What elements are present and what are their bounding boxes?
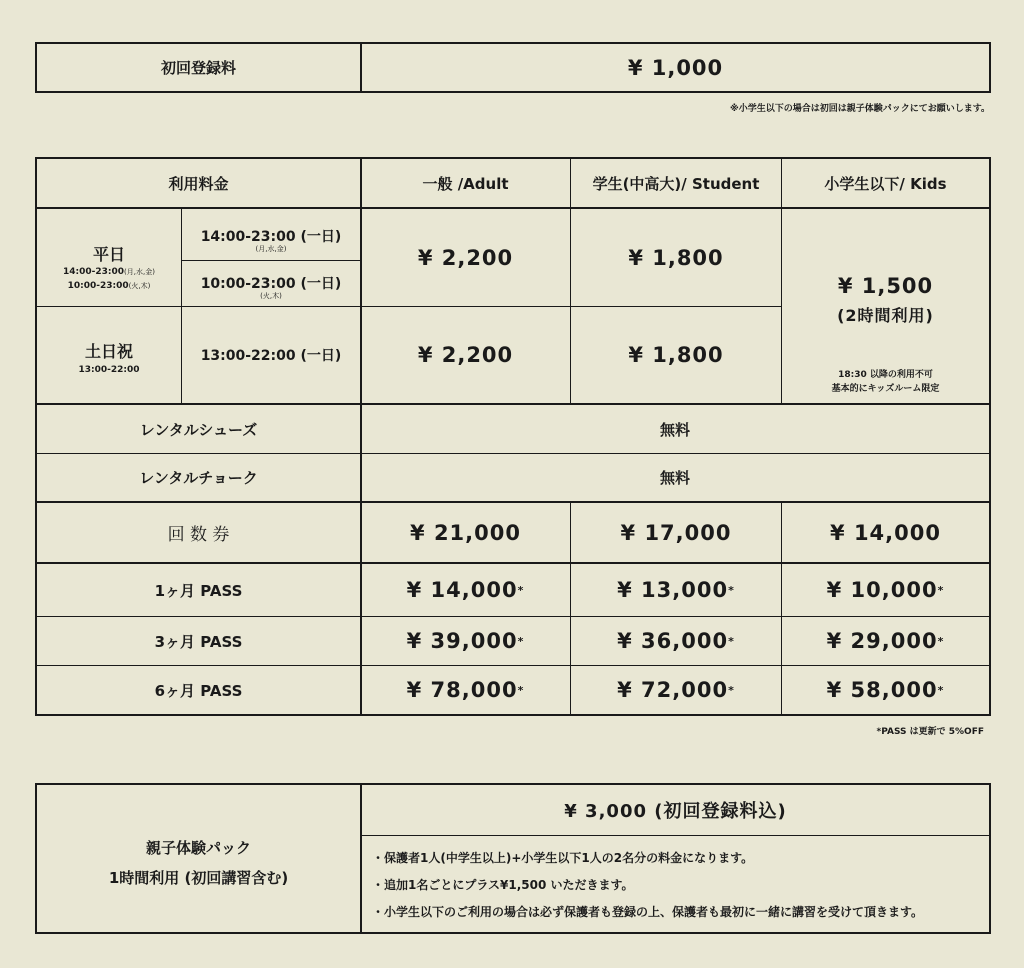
pass-3m-student: ¥ 36,000 * (617, 629, 735, 653)
pass-3m-label: 3ヶ月 PASS (154, 632, 243, 651)
coupon-adult-price: ¥ 21,000 (410, 520, 521, 545)
registration-label: 初回登録料 (160, 59, 236, 77)
pass-6m-label: 6ヶ月 PASS (154, 681, 243, 700)
weekday-student-price: ¥ 1,800 (628, 245, 724, 270)
weekend-label-cell (37, 307, 181, 403)
coupon-student-price: ¥ 17,000 (620, 520, 732, 545)
fee-table (35, 157, 991, 716)
pass-1m-adult: ¥ 14,000 * (406, 578, 525, 602)
weekday-hours-1: 14:00-23:00(月,水,金) (63, 267, 155, 277)
weekday-hours-2: 10:00-23:00(火,木) (67, 281, 151, 291)
shoes-label: レンタルシューズ (139, 420, 258, 439)
registration-note: ※小学生以下の場合は初回は親子体験パックにてお願いします。 (729, 104, 990, 114)
chalk-value: 無料 (659, 469, 690, 487)
divider (360, 835, 989, 836)
shoes-value: 無料 (659, 420, 690, 439)
fee-header-title: 利用料金 (168, 174, 229, 193)
weekday-label-cell (37, 209, 181, 306)
weekend-student-price: ¥ 1,800 (628, 343, 724, 367)
registration-table (35, 42, 991, 93)
fee-header-adult: 一般 /Adult (422, 174, 509, 193)
pass-6m-kids: ¥ 58,000 * (826, 678, 945, 702)
pass-3m-adult: ¥ 39,000 * (406, 629, 525, 653)
kids-price-cell (782, 209, 989, 403)
family-note-3: ・小学生以下のご利用の場合は必ず保護者も登録の上、保護者も最初に一緒に講習を受けて頂きます。 (372, 905, 924, 919)
weekend-slot: 13:00-22:00 (一日) (200, 348, 342, 364)
pass-3m-kids: ¥ 29,000 * (826, 629, 945, 653)
family-label-1: 親子体験パック (145, 839, 251, 857)
coupon-kids-price: ¥ 14,000 (830, 520, 941, 545)
kids-note-1: 18:30 以降の利用不可 (838, 370, 933, 380)
weekday-adult-price: ¥ 2,200 (417, 245, 514, 270)
pass-note: *PASS は更新で 5%OFF (876, 727, 984, 737)
weekend-adult-price: ¥ 2,200 (417, 343, 514, 367)
family-price: ¥ 3,000 (初回登録料込) (564, 801, 787, 822)
kids-price: ¥ 1,500 (837, 274, 934, 298)
weekday-label: 平日 (92, 245, 125, 264)
weekday-slot-1: 14:00-23:00 (一日) (月,水,金) (200, 229, 342, 253)
pass-1m-student: ¥ 13,000 * (617, 578, 735, 602)
registration-price: ¥ 1,000 (627, 55, 724, 80)
weekday-slot-2: 10:00-23:00 (一日) (火,木) (200, 276, 342, 300)
kids-duration: (2時間利用) (837, 306, 934, 325)
pass-6m-adult: ¥ 78,000 * (406, 678, 525, 702)
family-label-2: 1時間利用 (初回講習含む) (108, 869, 289, 887)
chalk-label: レンタルチョーク (139, 469, 258, 487)
fee-header-kids: 小学生以下/ Kids (824, 174, 947, 193)
pass-6m-student: ¥ 72,000 * (617, 678, 735, 702)
coupon-label: 回 数 券 (167, 525, 230, 545)
weekend-hours: 13:00-22:00 (78, 365, 140, 375)
kids-note-2: 基本的にキッズルーム限定 (831, 384, 940, 394)
fee-header-student: 学生(中高大)/ Student (592, 174, 760, 193)
pass-1m-kids: ¥ 10,000 * (826, 578, 945, 602)
weekend-label: 土日祝 (84, 342, 133, 361)
pass-1m-label: 1ヶ月 PASS (154, 581, 243, 600)
family-note-2: ・追加1名ごとにプラス¥1,500 いただきます。 (372, 878, 634, 892)
family-note-1: ・保護者1人(中学生以上)+小学生以下1人の2名分の料金になります。 (372, 851, 754, 865)
